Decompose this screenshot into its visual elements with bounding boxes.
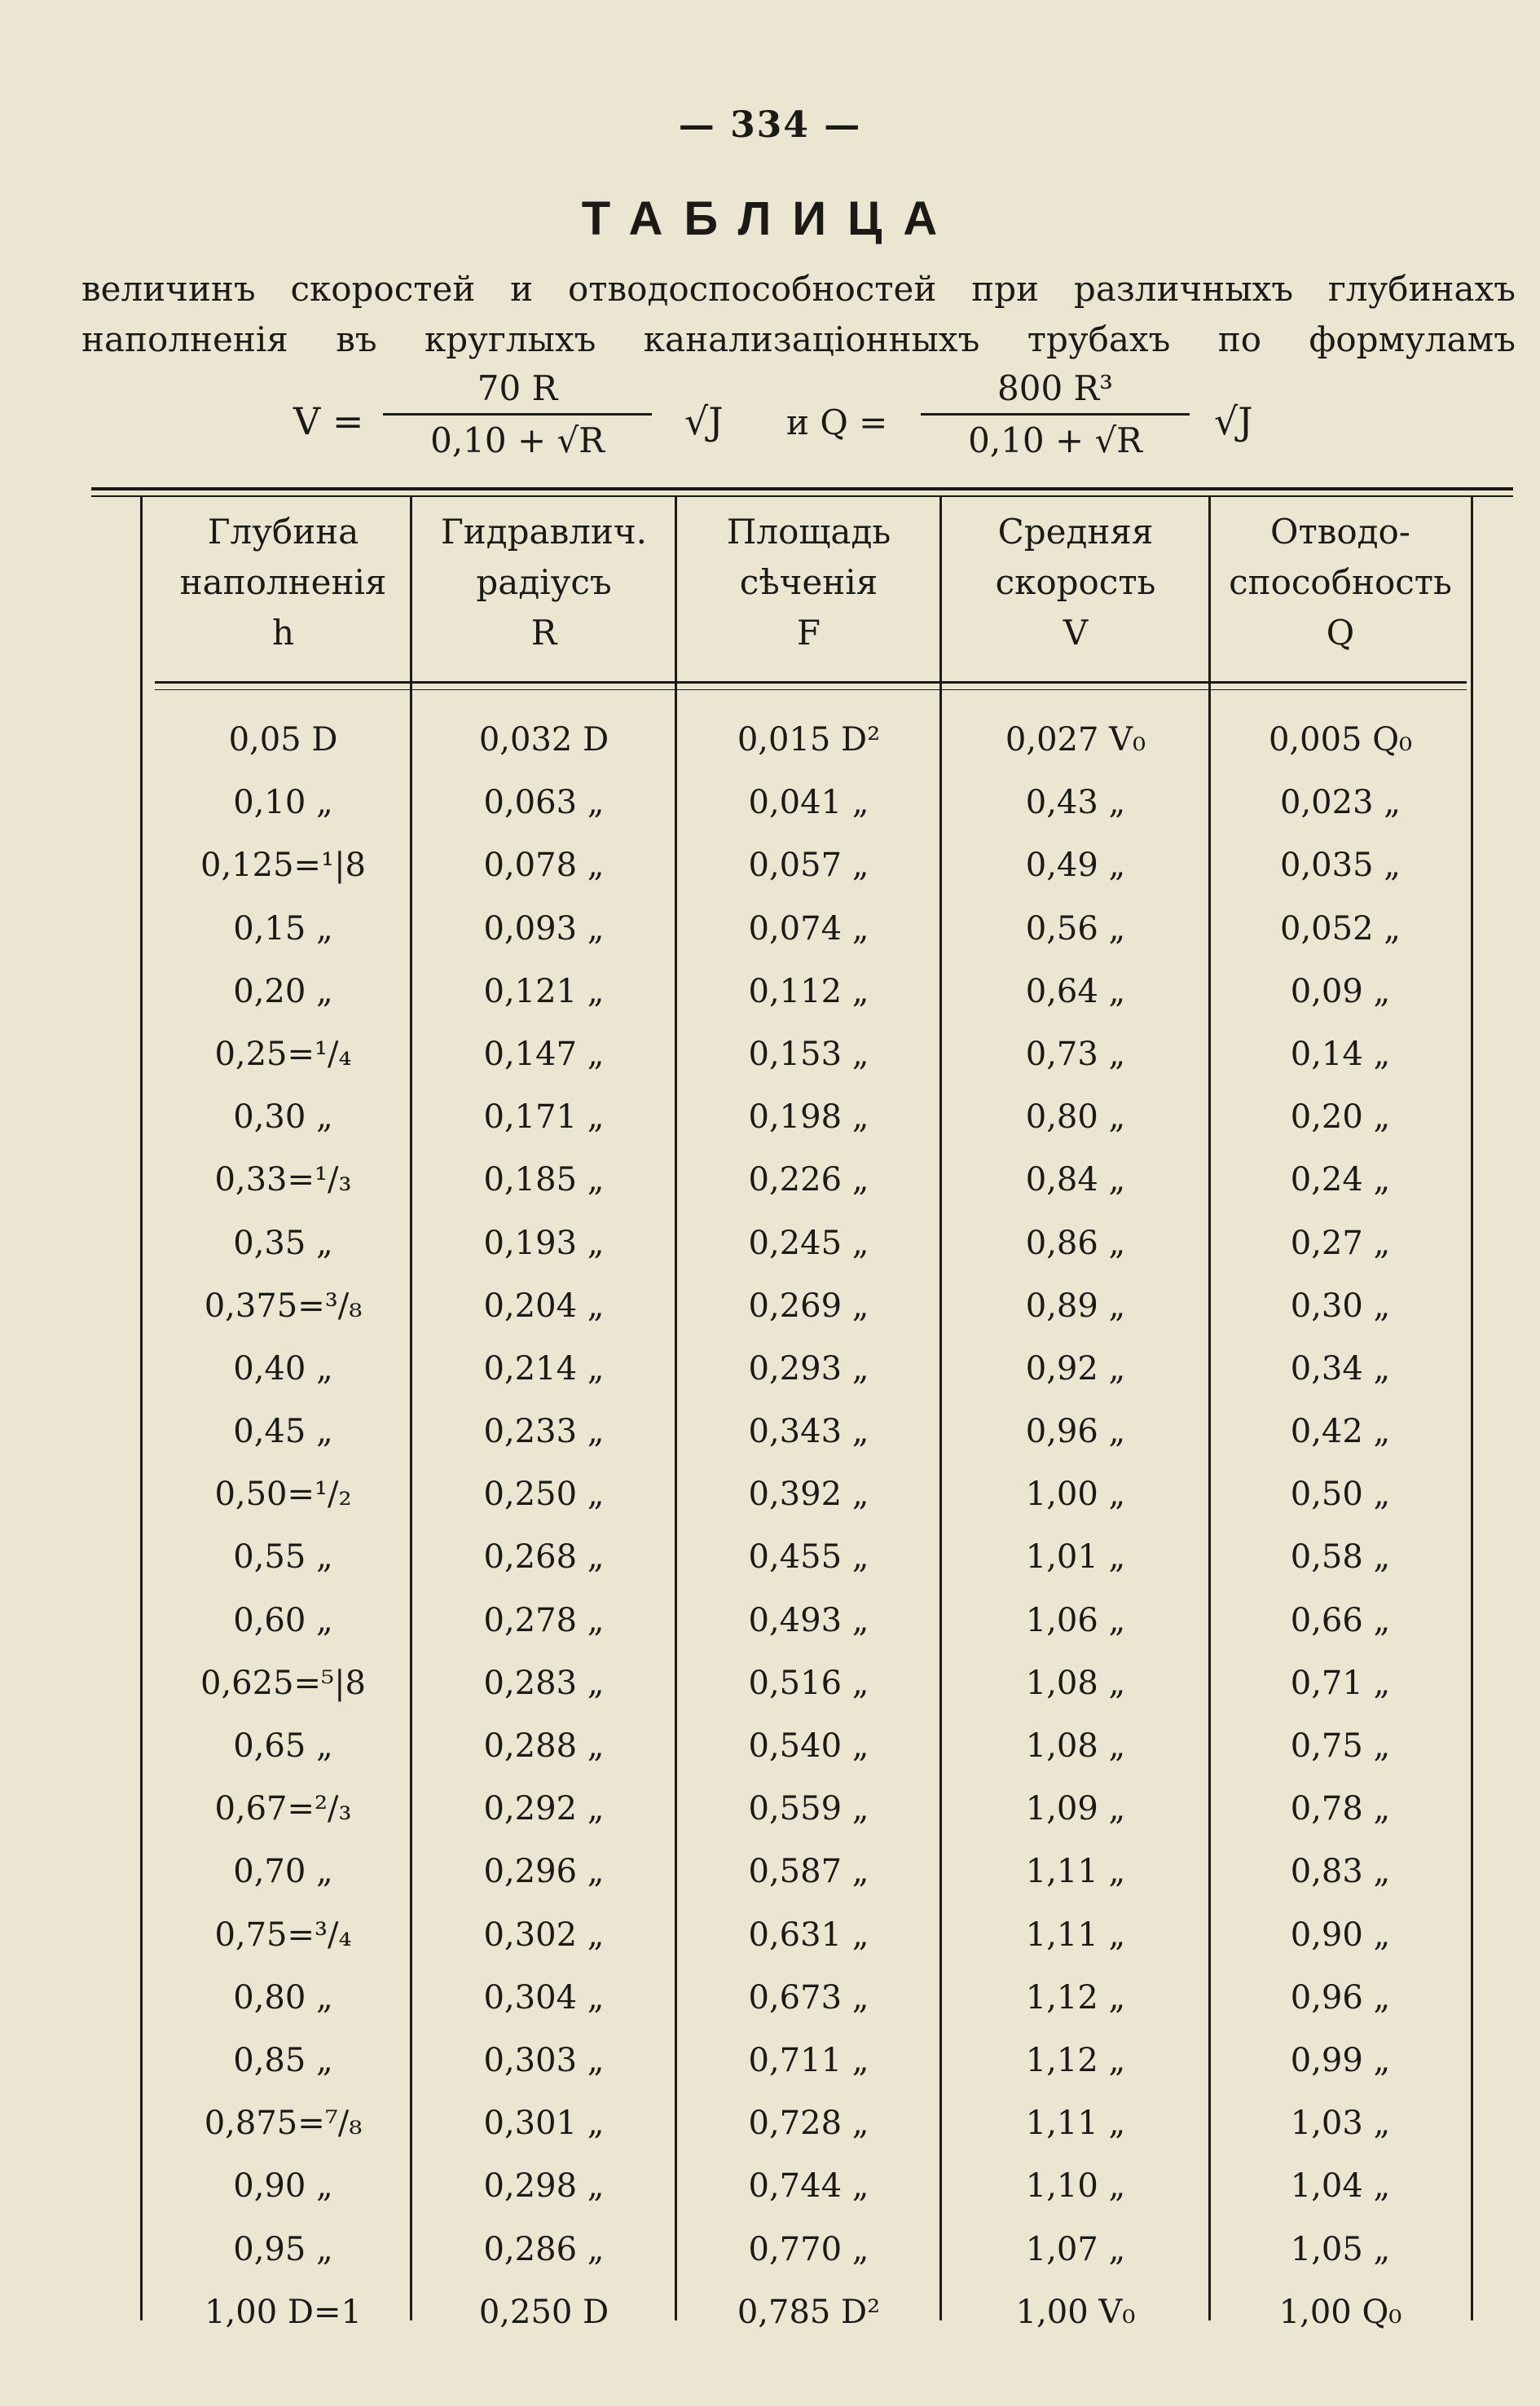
header-label: скорость <box>995 562 1156 602</box>
cell-discharge: 0,83 „ <box>1290 1853 1391 1891</box>
cell-velocity: 0,92 „ <box>1025 1349 1126 1388</box>
cell-velocity: 0,80 „ <box>1025 1098 1126 1137</box>
header-symbol: F <box>796 613 821 653</box>
cell-velocity: 1,12 „ <box>1025 2041 1126 2079</box>
cell-discharge: 0,27 „ <box>1290 1224 1391 1262</box>
cell-discharge: 0,71 „ <box>1290 1664 1391 1702</box>
cell-area: 0,074 „ <box>748 909 869 948</box>
table-row <box>0 1904 1540 1967</box>
cell-discharge: 1,04 „ <box>1290 2167 1391 2206</box>
cell-velocity: 0,84 „ <box>1025 1161 1126 1199</box>
formula-q-numerator: 800 R³ <box>997 368 1113 408</box>
cell-velocity: 0,56 „ <box>1025 909 1126 948</box>
header-label: Глубина <box>207 512 359 552</box>
table-row <box>0 1338 1540 1401</box>
table-top-rule <box>91 487 1513 490</box>
cell-velocity: 1,12 „ <box>1025 1978 1126 2017</box>
cell-depth: 0,375=³/₈ <box>204 1287 363 1325</box>
table-row <box>0 709 1540 772</box>
cell-area: 0,226 „ <box>748 1161 869 1199</box>
cell-discharge: 0,42 „ <box>1290 1413 1391 1451</box>
cell-radius: 0,283 „ <box>483 1664 605 1702</box>
cell-area: 0,631 „ <box>748 1916 869 1954</box>
cell-discharge: 0,09 „ <box>1290 972 1391 1010</box>
cell-velocity: 1,07 „ <box>1025 2230 1126 2268</box>
cell-radius: 0,233 „ <box>483 1413 605 1451</box>
cell-radius: 0,204 „ <box>483 1287 605 1325</box>
cell-area: 0,153 „ <box>748 1035 869 1073</box>
cell-velocity: 1,08 „ <box>1025 1727 1126 1765</box>
cell-depth: 0,50=¹/₂ <box>214 1476 352 1514</box>
cell-depth: 0,25=¹/₄ <box>214 1035 352 1073</box>
cell-area: 0,198 „ <box>748 1098 869 1137</box>
table-row <box>0 834 1540 897</box>
header-label: Отводо- <box>1270 512 1410 552</box>
cell-radius: 0,250 „ <box>483 1476 605 1514</box>
header-symbol: Q <box>1326 613 1355 653</box>
cell-velocity: 0,89 „ <box>1025 1287 1126 1325</box>
cell-area: 0,559 „ <box>748 1790 869 1828</box>
header-label: наполненія <box>179 562 387 602</box>
cell-radius: 0,171 „ <box>483 1098 605 1137</box>
cell-area: 0,673 „ <box>748 1978 869 2017</box>
header-symbol: h <box>271 613 295 653</box>
cell-discharge: 0,005 Q₀ <box>1268 721 1413 759</box>
cell-discharge: 0,75 „ <box>1290 1727 1391 1765</box>
cell-area: 0,744 „ <box>748 2167 869 2206</box>
cell-depth: 1,00 D=1 <box>205 2293 362 2331</box>
cell-radius: 0,147 „ <box>483 1035 605 1073</box>
cell-radius: 0,185 „ <box>483 1161 605 1199</box>
cell-radius: 0,292 „ <box>483 1790 605 1828</box>
header-symbol: V <box>1063 613 1089 653</box>
table-row <box>0 1086 1540 1149</box>
header-radius <box>411 507 676 678</box>
cell-discharge: 0,052 „ <box>1280 909 1401 948</box>
header-label: способность <box>1229 562 1452 602</box>
cell-depth: 0,60 „ <box>233 1601 333 1639</box>
cell-area: 0,770 „ <box>748 2230 869 2268</box>
cell-depth: 0,20 „ <box>233 972 333 1010</box>
header-velocity <box>941 507 1210 678</box>
cell-discharge: 1,00 Q₀ <box>1278 2293 1402 2331</box>
table-row <box>0 2092 1540 2155</box>
formula-v-denominator: 0,10 + √R <box>383 413 652 460</box>
cell-depth: 0,40 „ <box>233 1349 333 1388</box>
formula-v-numerator: 70 R <box>477 368 558 408</box>
cell-discharge: 0,50 „ <box>1290 1476 1391 1514</box>
cell-depth: 0,33=¹/₃ <box>214 1161 352 1199</box>
cell-discharge: 0,90 „ <box>1290 1916 1391 1954</box>
cell-area: 0,293 „ <box>748 1349 869 1388</box>
table-top-rule-thin <box>91 495 1513 497</box>
cell-velocity: 1,00 „ <box>1025 1476 1126 1514</box>
table-body <box>0 709 1540 2344</box>
cell-discharge: 0,24 „ <box>1290 1161 1391 1199</box>
table-row <box>0 1212 1540 1275</box>
table-title: ТАБЛИЦА <box>581 192 959 245</box>
cell-area: 0,587 „ <box>748 1853 869 1891</box>
cell-area: 0,343 „ <box>748 1413 869 1451</box>
cell-depth: 0,75=³/₄ <box>214 1916 352 1954</box>
cell-discharge: 0,78 „ <box>1290 1790 1391 1828</box>
cell-discharge: 1,03 „ <box>1290 2105 1391 2143</box>
formula-v-fraction <box>383 368 652 460</box>
cell-radius: 0,121 „ <box>483 972 605 1010</box>
cell-depth: 0,35 „ <box>233 1224 333 1262</box>
cell-radius: 0,286 „ <box>483 2230 605 2268</box>
table-row <box>0 2030 1540 2092</box>
cell-discharge: 0,035 „ <box>1280 847 1401 885</box>
cell-velocity: 0,96 „ <box>1025 1413 1126 1451</box>
cell-area: 0,493 „ <box>748 1601 869 1639</box>
cell-depth: 0,45 „ <box>233 1413 333 1451</box>
cell-radius: 0,093 „ <box>483 909 605 948</box>
cell-radius: 0,032 D <box>478 721 609 759</box>
cell-radius: 0,268 „ <box>483 1538 605 1577</box>
table-row <box>0 1841 1540 1903</box>
table-row <box>0 1652 1540 1715</box>
table-row <box>0 1401 1540 1463</box>
cell-radius: 0,078 „ <box>483 847 605 885</box>
cell-depth: 0,15 „ <box>233 909 333 948</box>
formula-q-denominator: 0,10 + √R <box>921 413 1190 460</box>
cell-velocity: 0,86 „ <box>1025 1224 1126 1262</box>
cell-velocity: 1,11 „ <box>1025 1853 1126 1891</box>
cell-depth: 0,80 „ <box>233 1978 333 2017</box>
table-row <box>0 1778 1540 1841</box>
cell-area: 0,455 „ <box>748 1538 869 1577</box>
formula-q-root: √J <box>1214 399 1253 443</box>
cell-radius: 0,304 „ <box>483 1978 605 2017</box>
cell-velocity: 1,11 „ <box>1025 2105 1126 2143</box>
cell-radius: 0,303 „ <box>483 2041 605 2079</box>
header-label: Гидравлич. <box>440 512 648 552</box>
cell-discharge: 0,20 „ <box>1290 1098 1391 1137</box>
table-row <box>0 1967 1540 2030</box>
cell-discharge: 0,30 „ <box>1290 1287 1391 1325</box>
cell-area: 0,540 „ <box>748 1727 869 1765</box>
cell-area: 0,392 „ <box>748 1476 869 1514</box>
cell-radius: 0,296 „ <box>483 1853 605 1891</box>
table-row <box>0 1590 1540 1652</box>
cell-radius: 0,288 „ <box>483 1727 605 1765</box>
header-rule-thin <box>155 689 1467 690</box>
cell-velocity: 1,01 „ <box>1025 1538 1126 1577</box>
table-header <box>0 507 1540 678</box>
formula-and: и Q = <box>786 402 888 442</box>
cell-radius: 0,302 „ <box>483 1916 605 1954</box>
cell-velocity: 1,00 V₀ <box>1015 2293 1136 2331</box>
cell-radius: 0,193 „ <box>483 1224 605 1262</box>
cell-depth: 0,95 „ <box>233 2230 333 2268</box>
cell-discharge: 0,14 „ <box>1290 1035 1391 1073</box>
table-row <box>0 1149 1540 1212</box>
table-row <box>0 2281 1540 2344</box>
table-row <box>0 1526 1540 1589</box>
cell-velocity: 1,08 „ <box>1025 1664 1126 1702</box>
page-number: — 334 — <box>678 104 862 146</box>
header-symbol: R <box>530 613 557 653</box>
cell-velocity: 0,43 „ <box>1025 784 1126 822</box>
cell-radius: 0,278 „ <box>483 1601 605 1639</box>
table-row <box>0 2155 1540 2218</box>
formula-v-lhs: V = <box>293 399 364 443</box>
cell-depth: 0,625=⁵|8 <box>200 1664 366 1702</box>
table-row <box>0 1023 1540 1086</box>
cell-radius: 0,301 „ <box>483 2105 605 2143</box>
cell-depth: 0,70 „ <box>233 1853 333 1891</box>
cell-depth: 0,875=⁷/₈ <box>204 2105 363 2143</box>
header-label: Средняя <box>997 512 1154 552</box>
cell-depth: 0,05 D <box>228 721 338 759</box>
table-row <box>0 1715 1540 1778</box>
cell-discharge: 0,34 „ <box>1290 1349 1391 1388</box>
cell-velocity: 0,64 „ <box>1025 972 1126 1010</box>
header-area <box>676 507 941 678</box>
header-discharge <box>1210 507 1471 678</box>
cell-discharge: 0,99 „ <box>1290 2041 1391 2079</box>
cell-area: 0,057 „ <box>748 847 869 885</box>
cell-discharge: 0,58 „ <box>1290 1538 1391 1577</box>
cell-depth: 0,65 „ <box>233 1727 333 1765</box>
cell-discharge: 1,05 „ <box>1290 2230 1391 2268</box>
cell-radius: 0,063 „ <box>483 784 605 822</box>
cell-area: 0,245 „ <box>748 1224 869 1262</box>
cell-velocity: 0,027 V₀ <box>1005 721 1146 759</box>
cell-velocity: 0,73 „ <box>1025 1035 1126 1073</box>
cell-area: 0,112 „ <box>748 972 869 1010</box>
header-label: Площадь <box>726 512 891 552</box>
header-label: радіусъ <box>476 562 612 602</box>
cell-area: 0,711 „ <box>748 2041 869 2079</box>
table-row <box>0 1463 1540 1526</box>
formula-v-root: √J <box>684 399 724 443</box>
cell-velocity: 1,11 „ <box>1025 1916 1126 1954</box>
cell-depth: 0,55 „ <box>233 1538 333 1577</box>
header-depth <box>155 507 411 678</box>
cell-area: 0,015 D² <box>737 721 881 759</box>
cell-area: 0,269 „ <box>748 1287 869 1325</box>
cell-velocity: 1,10 „ <box>1025 2167 1126 2206</box>
cell-velocity: 0,49 „ <box>1025 847 1126 885</box>
cell-discharge: 0,023 „ <box>1280 784 1401 822</box>
subtitle-line-2: наполненія въ круглыхъ канализаціонныхъ трубахъ по формуламъ <box>81 319 1516 359</box>
table-row <box>0 2219 1540 2281</box>
table-row <box>0 961 1540 1023</box>
cell-area: 0,516 „ <box>748 1664 869 1702</box>
cell-velocity: 1,06 „ <box>1025 1601 1126 1639</box>
header-label: сѣченія <box>739 562 878 602</box>
cell-discharge: 0,66 „ <box>1290 1601 1391 1639</box>
cell-depth: 0,10 „ <box>233 784 333 822</box>
subtitle-line-1: величинъ скоростей и отводоспособностей при различныхъ глубинахъ <box>81 269 1516 309</box>
header-rule <box>155 681 1467 684</box>
cell-radius: 0,250 D <box>478 2293 609 2331</box>
table-row <box>0 1275 1540 1338</box>
cell-depth: 0,30 „ <box>233 1098 333 1137</box>
cell-radius: 0,298 „ <box>483 2167 605 2206</box>
table-row <box>0 898 1540 961</box>
cell-area: 0,728 „ <box>748 2105 869 2143</box>
cell-depth: 0,67=²/₃ <box>214 1790 352 1828</box>
table-row <box>0 772 1540 834</box>
cell-depth: 0,90 „ <box>233 2167 333 2206</box>
cell-radius: 0,214 „ <box>483 1349 605 1388</box>
formula <box>0 368 1540 474</box>
formula-q-fraction <box>921 368 1190 460</box>
cell-velocity: 1,09 „ <box>1025 1790 1126 1828</box>
cell-area: 0,041 „ <box>748 784 869 822</box>
cell-depth: 0,125=¹|8 <box>200 847 366 885</box>
cell-discharge: 0,96 „ <box>1290 1978 1391 2017</box>
cell-area: 0,785 D² <box>737 2293 881 2331</box>
cell-depth: 0,85 „ <box>233 2041 333 2079</box>
